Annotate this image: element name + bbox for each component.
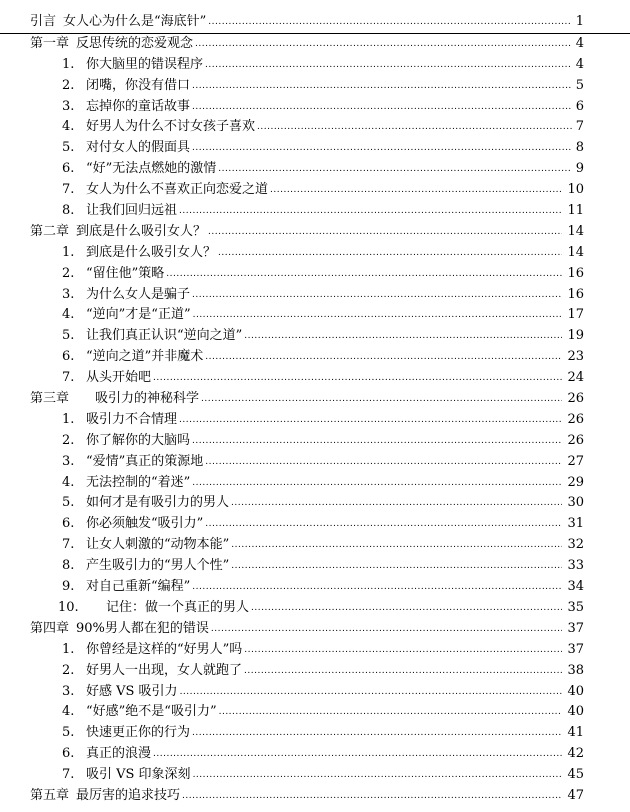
toc-chapter-row[interactable] [0,786,630,807]
toc-page-number: 33 [567,558,584,574]
toc-entry-number: 4. [62,704,75,720]
toc-leader-dots [192,723,562,744]
toc-entry-row[interactable] [0,452,630,473]
toc-entry-title: “逆向”才是“正道” [86,307,191,323]
toc-leader-dots [153,368,562,389]
toc-entry-number: 9. [62,579,75,595]
toc-entry-row[interactable] [0,76,630,97]
toc-entry-row[interactable] [0,347,630,368]
toc-entry-number: 2. [62,77,75,93]
toc-entry-title: “好”无法点燃她的激情 [86,161,217,177]
toc-chapter-label: 第四章 [30,620,70,636]
toc-page-number: 14 [567,223,584,239]
toc-leader-dots [244,640,562,661]
toc-page-number: 26 [567,432,584,448]
toc-entry-number: 1. [62,56,75,72]
toc-entry-title: 到底是什么吸引女人？ [86,244,217,260]
toc-entry-title: 让女人刺激的“动物本能” [86,537,230,553]
toc-chapter-label: 第一章 [30,35,70,51]
toc-entry-title: 对自己重新“编程” [86,579,191,595]
toc-page-number: 7 [575,119,584,135]
toc-page-number: 27 [567,453,584,469]
toc-page-number: 30 [567,495,584,511]
toc-entry-number: 6. [62,349,75,365]
toc-entry-row[interactable] [0,201,630,222]
toc-entry-number: 4. [62,307,75,323]
toc-entry-title: 你了解你的大脑吗 [86,432,191,448]
toc-page-number: 37 [567,641,584,657]
toc-leader-dots [205,452,562,473]
toc-leader-dots [231,556,562,577]
toc-entry-row[interactable] [0,138,630,159]
toc-page-number: 23 [567,349,584,365]
toc-page-number: 16 [567,265,584,281]
toc-entry-number: 2. [62,662,75,678]
toc-entry-number: 2. [62,432,75,448]
toc-page-number: 4 [575,56,584,72]
toc-entry-row[interactable] [0,431,630,452]
toc-entry-number: 10. [58,599,79,615]
table-of-contents [0,12,630,807]
toc-entry-row[interactable] [0,117,630,138]
toc-entry-title: 对付女人的假面具 [86,140,191,156]
toc-page-number: 41 [567,725,584,741]
toc-leader-dots [192,285,562,306]
toc-leader-dots [193,305,562,326]
toc-leader-dots [205,55,572,76]
toc-leader-dots [211,619,562,640]
toc-chapter-label: 第二章 [30,223,70,239]
toc-entry-title: 好感 VS 吸引力 [86,683,178,699]
toc-leader-dots [251,598,562,619]
toc-page-number: 37 [567,620,584,636]
toc-chapter-row[interactable] [0,389,630,410]
toc-page-number: 24 [567,370,584,386]
toc-entry-number: 3. [62,286,75,302]
toc-leader-dots [179,201,562,222]
toc-entry-title: 快速更正你的行为 [86,725,191,741]
toc-entry-number: 4. [62,119,75,135]
toc-entry-row[interactable] [0,368,630,389]
toc-entry-row[interactable] [0,159,630,180]
toc-leader-dots [231,535,562,556]
toc-entry-title: 你必须触发“吸引力” [86,516,204,532]
toc-entry-title: 记住：做一个真正的男人 [106,599,250,615]
toc-chapter-label: 引言 [30,14,57,29]
toc-leader-dots [179,410,562,431]
toc-leader-dots [231,493,562,514]
toc-page-number: 1 [575,14,584,29]
toc-entry-number: 7. [62,537,75,553]
toc-entry-number: 5. [62,328,75,344]
toc-entry-number: 6. [62,746,75,762]
toc-leader-dots [192,138,572,159]
toc-page-number: 34 [567,579,584,595]
toc-entry-title: “留住他”策略 [86,265,165,281]
toc-entry-title: 真正的浪漫 [86,746,152,762]
toc-page-number: 32 [567,537,584,553]
toc-chapter-label: 第五章 [30,787,70,803]
toc-leader-dots [270,180,562,201]
toc-entry-row[interactable] [0,598,630,619]
toc-page-number: 40 [567,683,584,699]
toc-entry-number: 7. [62,767,75,783]
toc-page-number: 38 [567,662,584,678]
toc-page-number: 10 [567,182,584,198]
toc-leader-dots [192,97,572,118]
toc-entry-row[interactable] [0,702,630,723]
toc-entry-title: 90%男人都在犯的错误 [76,620,209,636]
toc-entry-row[interactable] [0,473,630,494]
toc-leader-dots [257,117,572,138]
toc-entry-row[interactable] [0,661,630,682]
toc-entry-title: 好男人一出现，女人就跑了 [86,662,243,678]
toc-entry-title: 吸引 VS 印象深刻 [86,767,191,783]
toc-entry-title: 为什么女人是骗子 [86,286,191,302]
toc-entry-row[interactable] [0,243,630,264]
toc-leader-dots [201,389,562,410]
toc-page-number: 14 [567,244,584,260]
toc-entry-row[interactable] [0,514,630,535]
toc-page-number: 9 [575,161,584,177]
toc-entry-row[interactable] [0,180,630,201]
toc-entry-title: 吸引力不合情理 [86,411,178,427]
toc-entry-row[interactable] [0,723,630,744]
toc-entry-row[interactable] [0,640,630,661]
toc-entry-row[interactable] [0,535,630,556]
toc-entry-row[interactable] [0,493,630,514]
toc-entry-title: 无法控制的“着迷” [86,474,191,490]
toc-entry-number: 2. [62,265,75,281]
toc-leader-dots [205,514,562,535]
toc-entry-number: 8. [62,203,75,219]
toc-page-number: 4 [575,35,584,51]
toc-leader-dots [219,702,562,723]
toc-page-number: 26 [567,411,584,427]
toc-entry-row[interactable] [0,326,630,347]
toc-entry-number: 6. [62,516,75,532]
toc-entry-row[interactable] [0,682,630,703]
toc-page-number: 47 [567,787,584,803]
toc-entry-number: 8. [62,558,75,574]
toc-entry-number: 7. [62,182,75,198]
toc-entry-number: 1. [62,411,75,427]
toc-entry-number: 1. [62,641,75,657]
toc-entry-row[interactable] [0,264,630,285]
toc-entry-row[interactable] [0,285,630,306]
toc-entry-title: 闭嘴，你没有借口 [86,77,191,93]
toc-entry-row[interactable] [0,410,630,431]
toc-entry-number: 7. [62,370,75,386]
toc-entry-title: 让我们真正认识“逆向之道” [86,328,243,344]
toc-entry-title: 你大脑里的错误程序 [86,56,204,72]
toc-entry-row[interactable] [0,556,630,577]
toc-entry-title: “爱情”真正的策源地 [86,453,204,469]
toc-leader-dots [205,347,562,368]
toc-entry-title: 从头开始吧 [86,370,152,386]
toc-chapter-row[interactable] [0,34,630,55]
toc-page-number: 17 [567,307,584,323]
toc-leader-dots [193,765,562,786]
toc-entry-number: 3. [62,98,75,114]
toc-page-number: 8 [575,140,584,156]
toc-entry-title: 女人为什么不喜欢正向恋爱之道 [86,182,269,198]
toc-entry-number: 3. [62,683,75,699]
toc-entry-number: 5. [62,725,75,741]
toc-entry-number: 3. [62,453,75,469]
toc-page-number: 45 [567,767,584,783]
toc-entry-title: “逆向之道”并非魔术 [86,349,204,365]
toc-entry-title: 让我们回归远祖 [86,203,178,219]
toc-entry-title: 最厉害的追求技巧 [76,787,181,803]
toc-entry-number: 6. [62,161,75,177]
toc-entry-row[interactable] [0,765,630,786]
toc-entry-row[interactable] [0,305,630,326]
toc-leader-dots [166,264,562,285]
toc-leader-dots [195,34,572,55]
toc-entry-title: 到底是什么吸引女人？ [76,223,207,239]
toc-entry-row[interactable] [0,744,630,765]
toc-chapter-label: 第三章 [30,391,70,407]
toc-page-number: 6 [575,98,584,114]
toc-entry-number: 4. [62,474,75,490]
toc-entry-number: 5. [62,140,75,156]
toc-page-number: 40 [567,704,584,720]
toc-entry-row[interactable] [0,55,630,76]
toc-page-number: 5 [575,77,584,93]
toc-leader-dots [182,786,562,807]
toc-leader-dots [192,76,572,97]
toc-entry-title: 如何才是有吸引力的男人 [86,495,230,511]
toc-leader-dots [192,473,562,494]
toc-entry-title: 吸引力的神秘科学 [95,391,200,407]
toc-entry-title: 女人心为什么是“海底针” [63,14,207,29]
toc-leader-dots [218,159,572,180]
toc-entry-title: 好男人为什么不讨女孩子喜欢 [86,119,256,135]
toc-leader-dots [208,12,572,33]
toc-leader-dots [153,744,562,765]
toc-entry-title: 忘掉你的童话故事 [86,98,191,114]
toc-entry-title: 产生吸引力的“男人个性” [86,558,230,574]
toc-leader-dots [192,577,562,598]
toc-page-number: 11 [567,203,584,219]
toc-page-number: 35 [567,599,584,615]
toc-chapter-row[interactable] [0,12,630,34]
toc-entry-title: “好感”绝不是“吸引力” [86,704,217,720]
toc-page-number: 31 [567,516,584,532]
toc-entry-number: 1. [62,244,75,260]
toc-page-number: 26 [567,391,584,407]
toc-leader-dots [180,682,562,703]
toc-page-number: 42 [567,746,584,762]
toc-leader-dots [192,431,562,452]
toc-entry-row[interactable] [0,577,630,598]
toc-leader-dots [244,661,562,682]
toc-chapter-row[interactable] [0,619,630,640]
toc-leader-dots [244,326,562,347]
toc-page-number: 29 [567,474,584,490]
toc-leader-dots [218,243,562,264]
toc-leader-dots [208,222,562,243]
toc-page-number: 19 [567,328,584,344]
toc-entry-row[interactable] [0,97,630,118]
toc-chapter-row[interactable] [0,222,630,243]
toc-entry-title: 反思传统的恋爱观念 [76,35,194,51]
toc-page-number: 16 [567,286,584,302]
toc-entry-title: 你曾经是这样的“好男人”吗 [86,641,243,657]
toc-entry-number: 5. [62,495,75,511]
